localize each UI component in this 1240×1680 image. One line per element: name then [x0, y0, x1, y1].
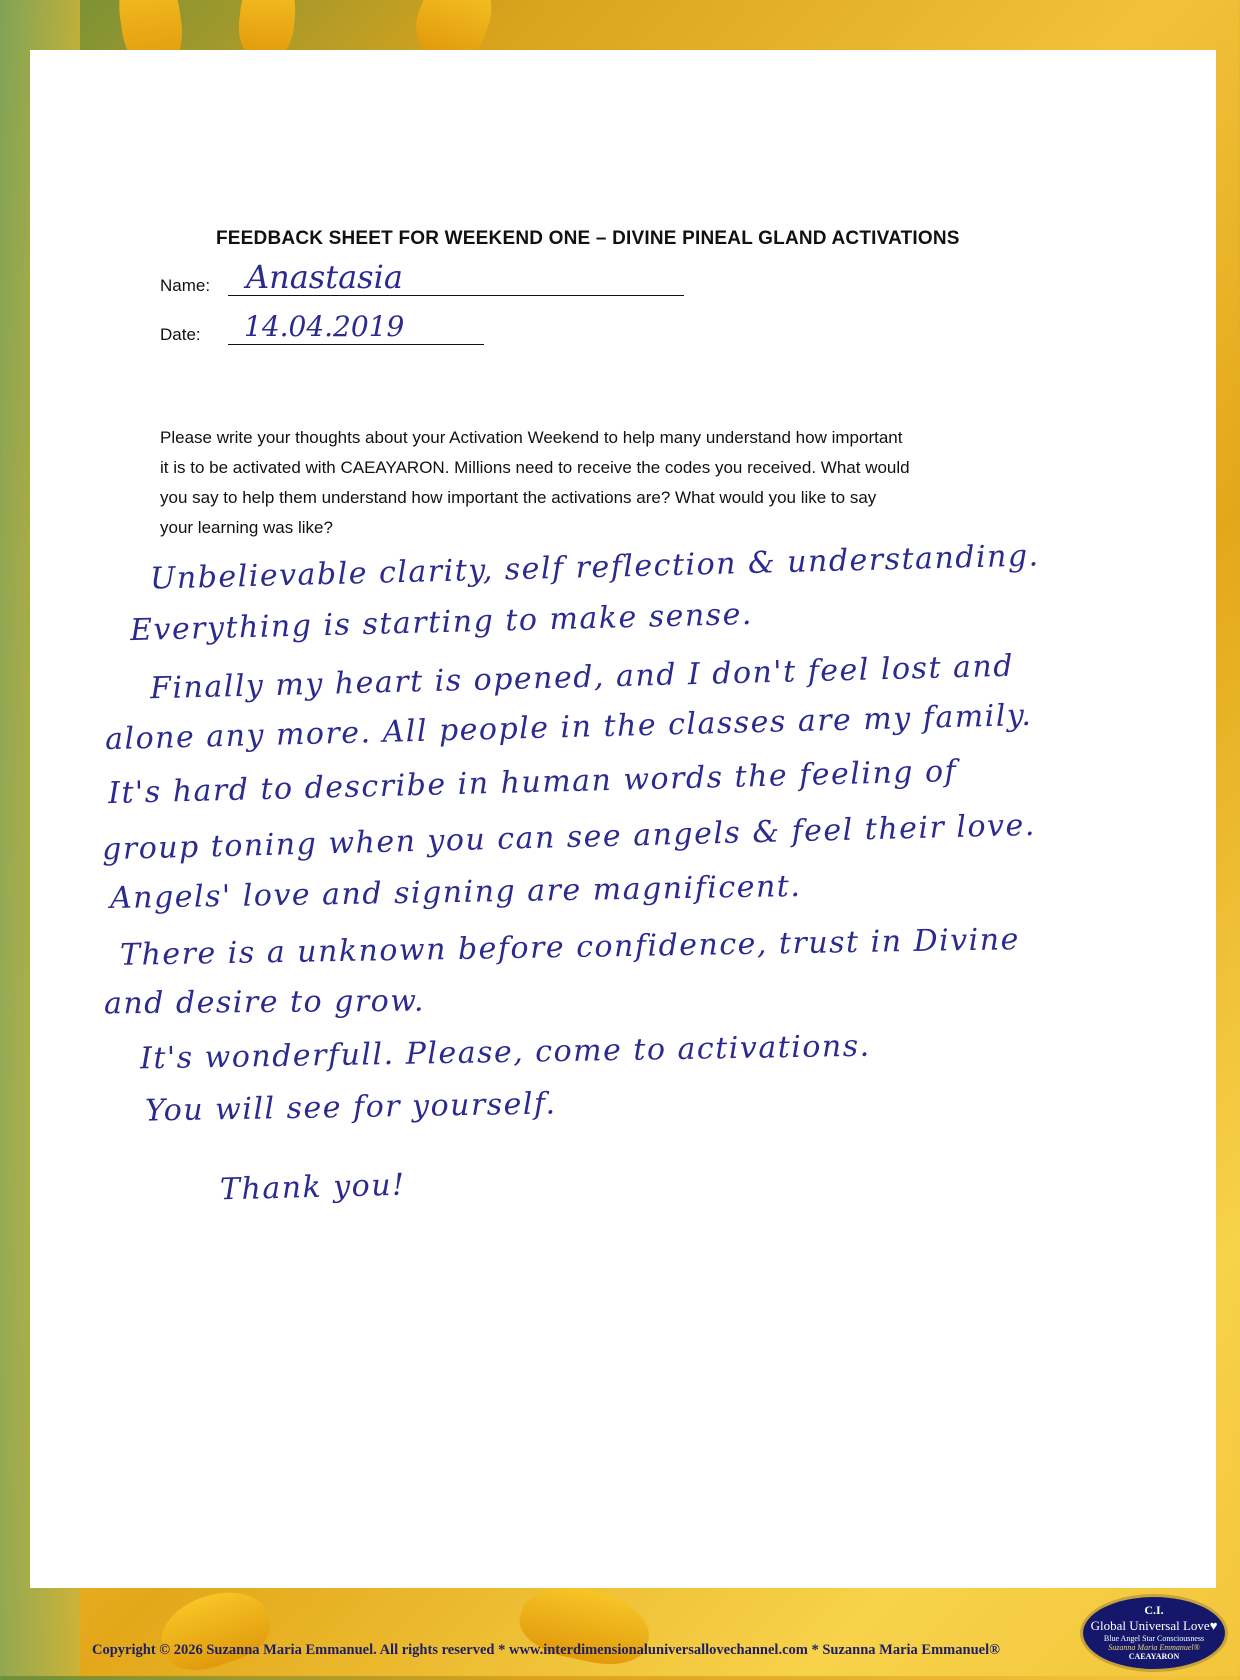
seal-line: CAEAYARON: [1128, 1652, 1180, 1661]
prompt-line: you say to help them understand how important the activations are? What would you like to say: [160, 488, 877, 507]
prompt-line: your learning was like?: [160, 518, 333, 537]
name-value: Anastasia: [246, 258, 403, 296]
date-value: 14.04.2019: [244, 310, 405, 343]
date-underline: [228, 344, 484, 345]
prompt-text: [160, 423, 1040, 543]
answer-line: alone any more. All people in the classes are my family.: [104, 697, 1033, 758]
seal-line: C.I.: [1144, 1603, 1164, 1617]
answer-line: Angels' love and signing are magnificent.: [109, 868, 802, 917]
seal-line: Suzanna Maria Emmanuel®: [1108, 1643, 1200, 1652]
answer-line: Unbelievable clarity, self reflection & understanding.: [149, 538, 1041, 597]
sheet-title: FEEDBACK SHEET FOR WEEKEND ONE – DIVINE PINEAL GLAND ACTIVATIONS: [216, 228, 960, 249]
answer-line: It's hard to describe in human words the feeling of: [107, 753, 958, 812]
seal-line: Global Universal Love♥: [1090, 1618, 1218, 1633]
seal-line: Blue Angel Star Consciousness: [1103, 1634, 1205, 1643]
answer-line: Everything is starting to make sense.: [129, 596, 754, 649]
answer-line: You will see for yourself.: [144, 1086, 557, 1129]
answer-line: It's wonderfull. Please, come to activations.: [139, 1028, 871, 1077]
answer-line: and desire to grow.: [103, 983, 426, 1022]
prompt-line: it is to be activated with CAEAYARON. Millions need to receive the codes you received. What would: [160, 458, 910, 477]
name-label: Name:: [160, 276, 211, 295]
prompt-line: Please write your thoughts about your Activation Weekend to help many understand how important: [160, 428, 903, 447]
answer-line: Finally my heart is opened, and I don't feel lost and: [149, 648, 1015, 707]
answer-line: group toning when you can see angels & feel their love.: [101, 807, 1037, 868]
answer-line: There is a unknown before confidence, trust in Divine: [119, 922, 1021, 973]
answer-line: Thank you!: [219, 1167, 407, 1208]
global-universal-love-seal: [1080, 1594, 1228, 1672]
background-petal: [152, 1580, 278, 1680]
copyright-footer: Copyright © 2026 Suzanna Maria Emmanuel. All rights reserved * www.interdimensionaluniversallovechannel.com * Suzanna Maria Emmanuel®: [92, 1642, 1000, 1658]
feedback-sheet: [30, 50, 1216, 1588]
date-label: Date:: [160, 325, 201, 344]
